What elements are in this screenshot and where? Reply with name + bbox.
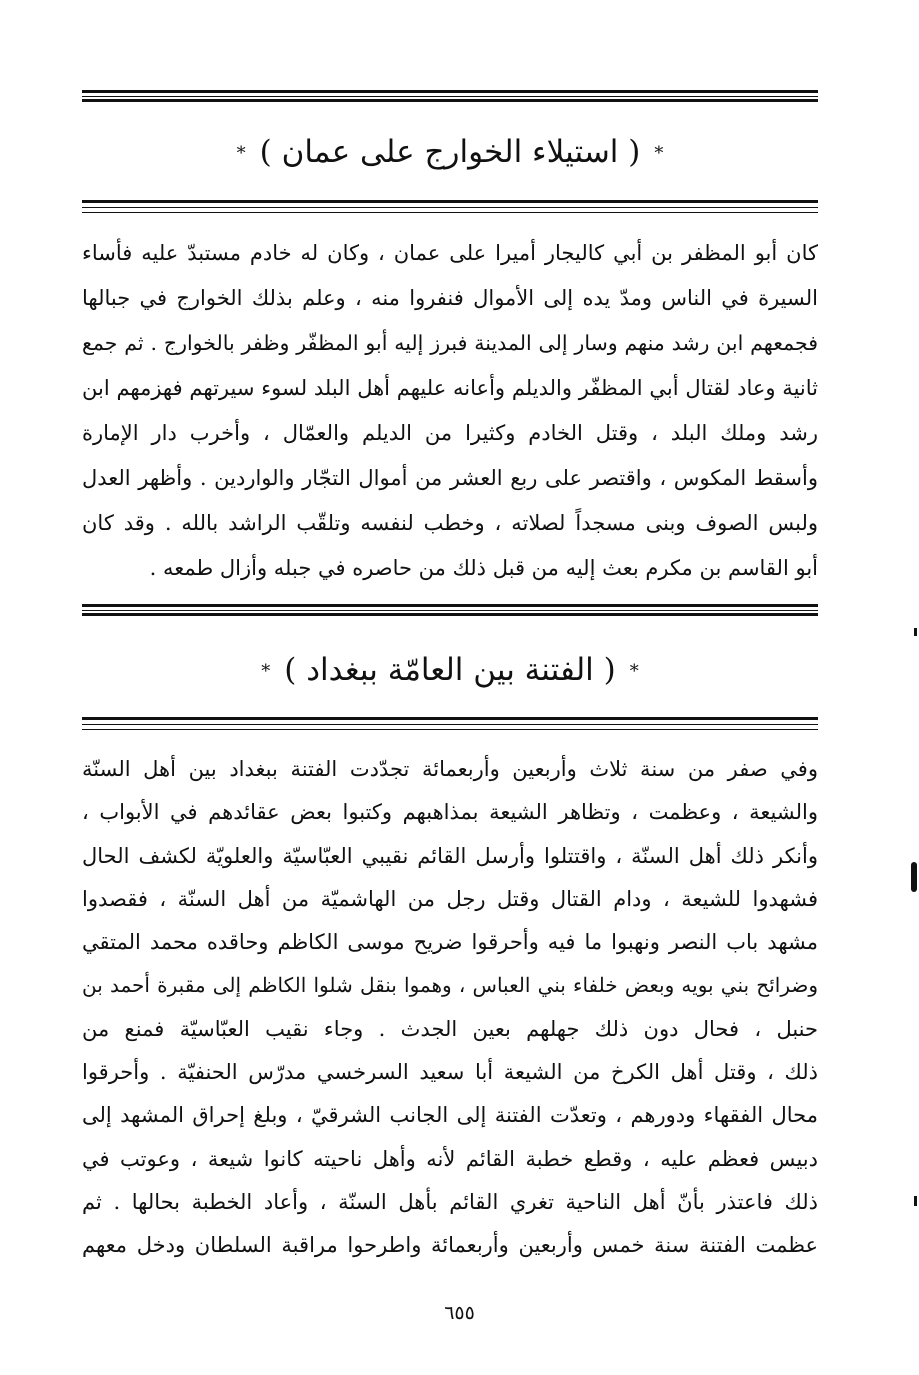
text-line: حنبل ، فحال دون ذلك جهلهم بعين الجدث . وجاء نقيب العبّاسيّة فمنع من [82,1016,818,1041]
text-line: وفي صفر من سنة ثلاث وأربعين وأربعمائة تجدّدت الفتنة ببغداد بين أهل السنّة [82,757,818,781]
rule-line [82,212,818,213]
text-line: محال الفقهاء ودورهم ، وتعدّت الفتنة إلى الجانب الشرقيّ ، وبلغ إحراق المشهد إلى [82,1103,818,1128]
heading-title: ( الفتنة بين العامّة ببغداد ) [284,652,616,688]
section-heading-1 [82,132,818,174]
text-line: فجمعهم ابن رشد منهم وسار إلى المدينة فبرز إليه أبو المظفّر وظفر بالخوارج . ثم جمع [82,331,818,355]
text-line: السيرة في الناس ومدّ يده إلى الأموال فنفروا منه ، وعلم بذلك الخوارج في جبالها [82,286,818,310]
text-line: فشهدوا للشيعة ، ودام القتال وقتل رجل من الهاشميّة من أهل السنّة ، فقصدوا [82,886,818,911]
text-line: أبو القاسم بن مكرم بعث إليه من قبل ذلك من حاصره في جبله وأزال طمعه . [149,556,818,580]
text-line: ثانية وعاد لقتال أبي المظفّر والديلم وأعانه عليهم أهل البلد لسوء سيرتهم فهزمهم ابن [82,376,818,400]
page-number: ٦٥٥ [444,1302,475,1324]
heading-title: ( استيلاء الخوارج على عمان ) [259,134,641,170]
section-1-body [82,231,818,591]
rule-line [82,724,818,725]
scan-edge-mark [914,1196,917,1206]
text-line: ذلك ، وقتل أهل الكرخ من الشيعة أبا سعيد السرخسي مدرّس الحنفيّة . وأحرقوا [82,1060,818,1085]
section-heading-2 [82,650,818,692]
top-double-rule [82,90,818,102]
heading-ornament-star: * [654,142,664,164]
text-line: مشهد باب النصر ونهبوا ما فيه وأحرقوا ضريح موسى الكاظم وحاقده محمد المتقي [82,930,818,955]
rule-line [82,717,818,720]
scan-edge-mark [914,628,917,636]
text-line: وأنكر ذلك أهل السنّة ، واقتتلوا وأرسل القائم نقيبي العبّاسيّة والعلويّة لكشف الحال [82,843,818,868]
rule-line [82,96,818,97]
scan-edge-mark [911,862,917,892]
section-2-body [82,748,818,1268]
rule-line [82,604,818,607]
rule-line [82,613,818,616]
text-line: وأسقط المكوس ، واقتصر على ربع العشر من أموال التجّار والواردين . وأظهر العدل [82,466,818,490]
heading-ornament-star: * [629,660,639,682]
heading-underline-rule [82,200,818,216]
heading-ornament-star: * [261,660,271,682]
rule-line [82,90,818,93]
text-line: ولبس الصوف وبنى مسجداً لصلاته ، وخطب لنفسه وتلقّب الراشد بالله . وقد كان [82,511,818,535]
text-line: ذلك فاعتذر بأنّ أهل الناحية تغري القائم بأهل السنّة ، وأعاد الخطبة بحالها . ثم [82,1189,818,1214]
rule-line [82,729,818,730]
text-line: رشد وملك البلد ، وقتل الخادم وكثيرا من الديلم والعمّال ، وأخرب دار الإمارة [82,421,818,445]
text-line: وضرائح بني بويه وبعض خلفاء بني العباس ، وهموا بنقل شلوا الكاظم إلى مقبرة أحمد بن [82,973,818,998]
rule-line [82,610,818,611]
rule-line [82,200,818,203]
heading-underline-rule [82,717,818,733]
rule-line [82,207,818,208]
text-line: والشيعة ، وعظمت ، وتظاهر الشيعة بمذاهبهم وكتبوا بعض عقائدهم في الأبواب ، [82,800,818,825]
text-line: دبيس فعظم عليه ، وقطع خطبة القائم لأنه وأهل ناحيته كانوا شيعة ، وعوتب في [82,1146,818,1171]
text-line: عظمت الفتنة سنة خمس وأربعين وأربعمائة واطرحوا مراقبة السلطان ودخل معهم [82,1233,818,1258]
heading-ornament-star: * [236,142,246,164]
rule-line [82,99,818,102]
section-divider-rule [82,604,818,616]
text-line: كان أبو المظفر بن أبي كاليجار أميرا على عمان ، وكان له خادم مستبدّ عليه فأساء [82,241,818,265]
